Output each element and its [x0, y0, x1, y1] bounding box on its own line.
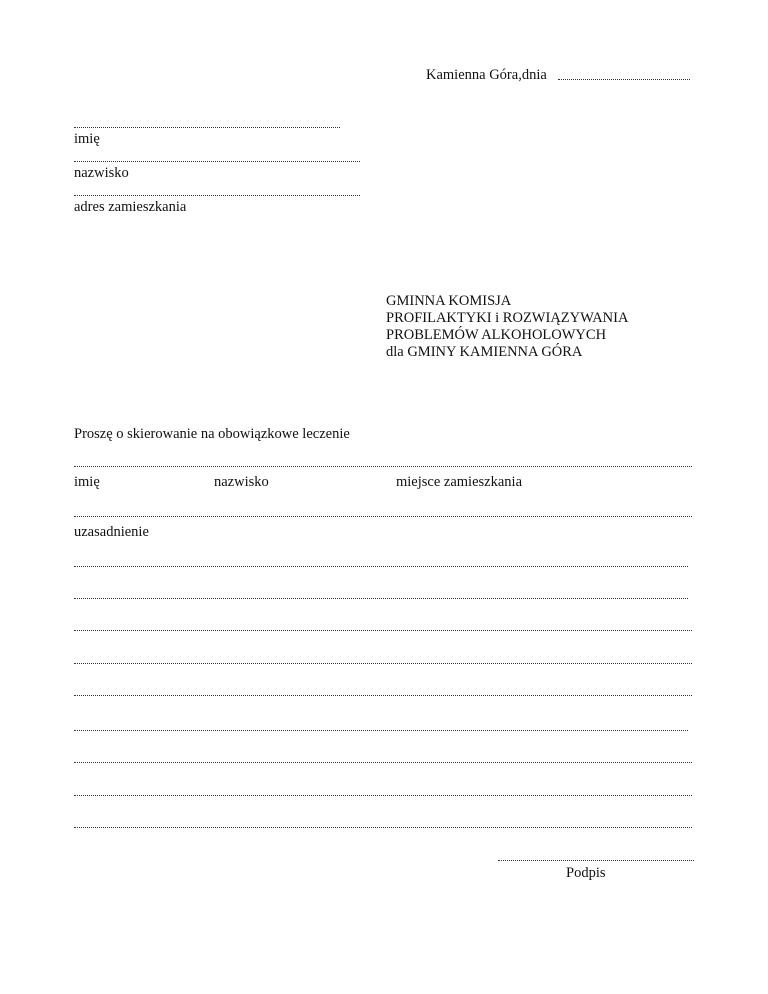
justification-line-2[interactable]	[74, 598, 688, 599]
justification-line-8[interactable]	[74, 795, 692, 796]
justification-line-7[interactable]	[74, 762, 692, 763]
justification-label: uzasadnienie	[74, 524, 149, 540]
first-name-field[interactable]	[74, 127, 340, 128]
first-name-label: imię	[74, 131, 100, 147]
request-text: Proszę o skierowanie na obowiązkowe leczenie	[74, 426, 350, 442]
recipient-line-2: PROFILAKTYKI i ROZWIĄZYWANIA	[386, 310, 629, 326]
person-last-name-label: nazwisko	[214, 474, 269, 490]
recipient-line-1: GMINNA KOMISJA	[386, 293, 512, 309]
address-label: adres zamieszkania	[74, 199, 187, 215]
person-residence-label: miejsce zamieszkania	[396, 474, 523, 490]
justification-line-9[interactable]	[74, 827, 692, 828]
signature-label: Podpis	[566, 865, 606, 881]
place-date-label: Kamienna Góra,dnia	[426, 67, 547, 83]
date-field[interactable]	[558, 79, 690, 80]
last-name-label: nazwisko	[74, 165, 129, 181]
recipient-line-4: dla GMINY KAMIENNA GÓRA	[386, 344, 583, 360]
justification-line-1[interactable]	[74, 566, 688, 567]
justification-line-3[interactable]	[74, 630, 692, 631]
signature-field[interactable]	[498, 860, 694, 861]
justification-line-4[interactable]	[74, 663, 692, 664]
last-name-field[interactable]	[74, 161, 360, 162]
justification-line-5[interactable]	[74, 695, 692, 696]
justification-heading-line[interactable]	[74, 516, 692, 517]
recipient-line-3: PROBLEMÓW ALKOHOLOWYCH	[386, 327, 607, 343]
person-first-name-label: imię	[74, 474, 100, 490]
address-field[interactable]	[74, 195, 360, 196]
person-details-field[interactable]	[74, 466, 692, 467]
justification-line-6[interactable]	[74, 730, 688, 731]
